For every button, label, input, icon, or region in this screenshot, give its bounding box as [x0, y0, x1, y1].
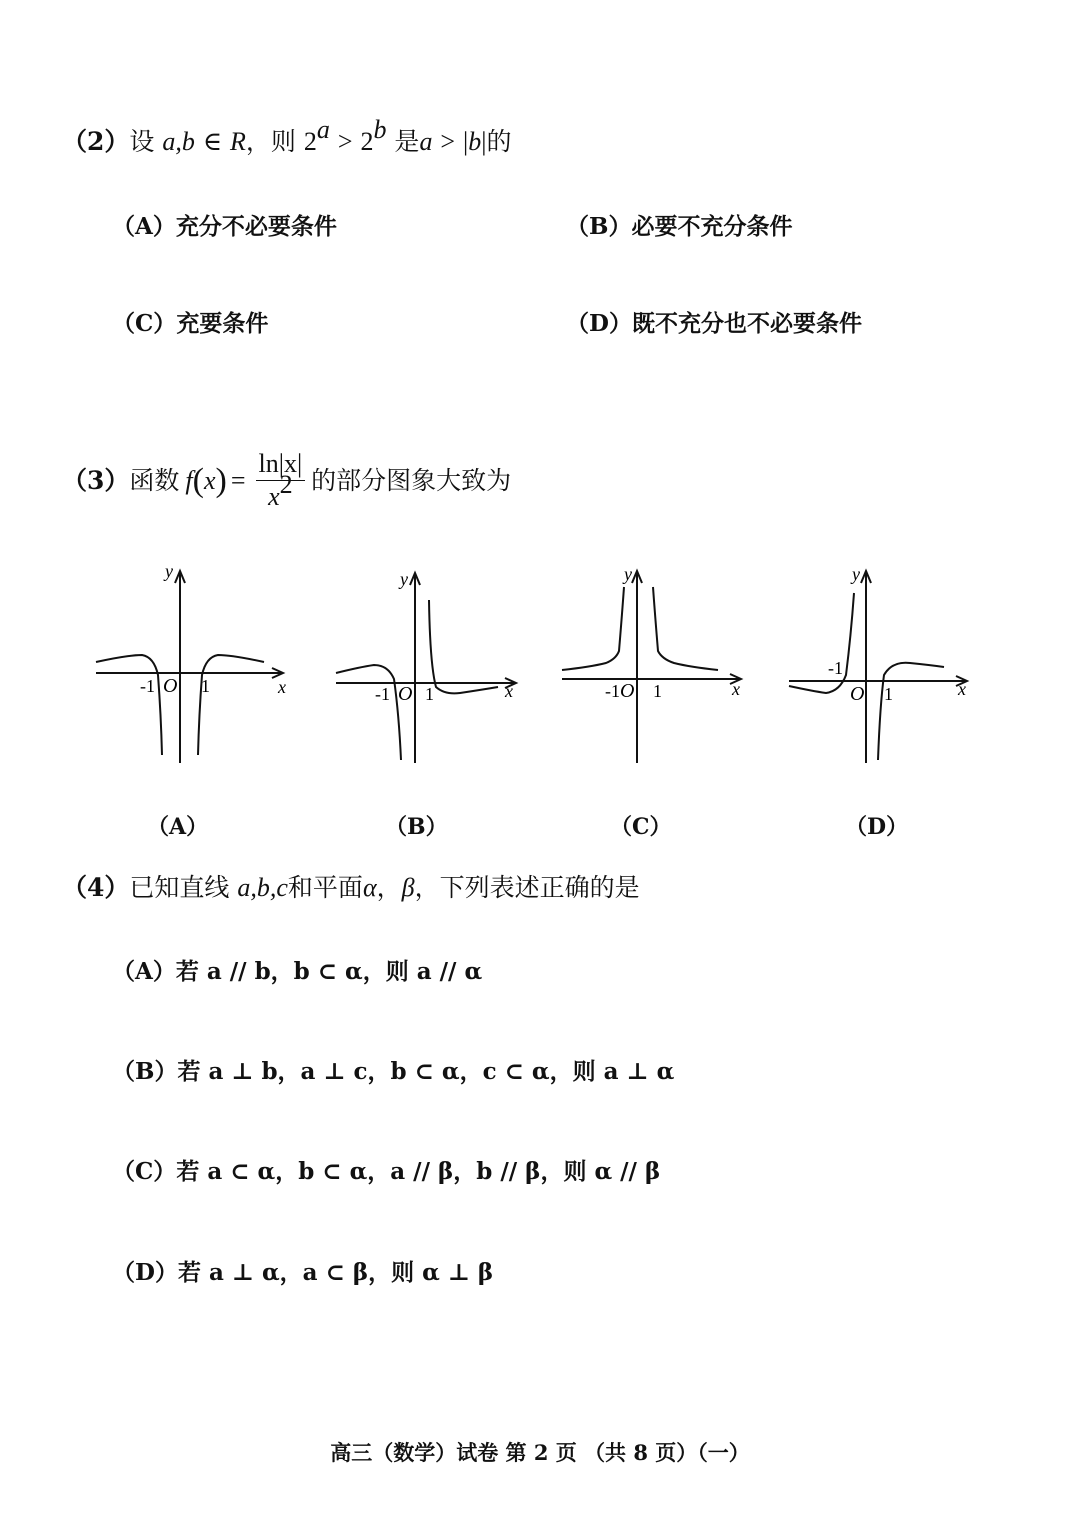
q2-option-c[interactable] [112, 307, 268, 341]
q3-fraction [256, 450, 306, 511]
graph-a-y-label: y [165, 561, 173, 581]
q4-option-d-label: （D） [112, 1259, 178, 1286]
q2-option-b-label: （B） [566, 213, 632, 240]
q2-is-text: 是 [394, 127, 420, 156]
q2-stem: （2）设 a,b ∈ R，则 2$^a$ > 2$^b$ 是a > |b|的 [62, 115, 512, 156]
q3-numerator: ln|x| [256, 450, 306, 481]
q4-option-a-label: （A） [112, 958, 176, 985]
q3-suffix: 的部分图象大致为 [311, 465, 512, 495]
q4-mid: 和平面 [287, 873, 363, 902]
graph-a-origin: O [163, 675, 178, 697]
q4-prefix: 已知直线 [129, 873, 230, 902]
q3-graphs [0, 555, 1080, 775]
graph-c-pos-tick: 1 [653, 681, 662, 701]
q2-exp-a: a [316, 115, 330, 144]
graph-c-caption: （C） [610, 814, 672, 840]
q4-option-d-text: 若 a ⊥ α，a ⊂ β，则 α ⊥ β [177, 1259, 494, 1286]
q3-number: （3） [62, 465, 130, 495]
q2-option-a-label: （A） [112, 213, 176, 240]
q2-gt-2: > [440, 127, 456, 156]
q3-prefix: 函数 [129, 465, 180, 495]
q2-vars: a,b [162, 127, 195, 156]
q2-option-a-text: 充分不必要条件 [175, 213, 337, 240]
q4-sep: ， [376, 873, 402, 902]
graph-c-origin: O [620, 680, 635, 702]
q3-func: f [185, 465, 193, 495]
q4-option-b-label: （B） [112, 1058, 178, 1085]
q4-option-c-text: 若 a ⊂ α，b ⊂ α，a // β，b // β，则 α // β [176, 1158, 661, 1185]
q2-option-d-label: （D） [566, 310, 632, 337]
graph-d-caption: （D） [845, 814, 909, 840]
graph-d-neg-tick: -1 [828, 658, 843, 678]
q4-option-a-text: 若 a // b，b ⊂ α，则 a // α [175, 958, 483, 985]
graph-b-origin: O [398, 683, 413, 705]
graph-b-pos-tick: 1 [425, 684, 434, 704]
q4-option-b[interactable] [112, 1055, 674, 1089]
graph-a-x-label: x [278, 677, 286, 697]
q4-lines: a,b,c [237, 873, 288, 902]
graph-c-curve-left [562, 587, 624, 670]
q3-arg: x [203, 465, 216, 495]
graph-c-neg-tick: -1 [605, 681, 620, 701]
q2-option-d-text: 既不充分也不必要条件 [631, 310, 862, 337]
q4-option-c[interactable] [112, 1155, 660, 1189]
q3-denominator-base: x [268, 482, 280, 511]
q3-stem: （3） 函数 f ( x ) = $\frac{\ln|x|}{x^2}$ 的部分图象大致为 [62, 449, 512, 511]
q3-denominator-exp: 2 [279, 470, 293, 499]
graph-d-origin: O [850, 683, 865, 705]
graph-d-y-label: y [852, 564, 860, 584]
graph-b-x-label: x [505, 681, 513, 701]
page-footer: 高三（数学）试卷 第 2 页 （共 8 页）（一） [330, 1440, 750, 1465]
q2-gt: > [337, 127, 353, 156]
graph-d-x-label: x [958, 679, 966, 699]
q4-option-b-text: 若 a ⊥ b，a ⊥ c，b ⊂ α，c ⊂ α，则 a ⊥ α [177, 1058, 675, 1085]
q2-option-d[interactable] [566, 307, 862, 341]
q2-base-b: 2 [360, 127, 374, 156]
graph-b-neg-tick: -1 [375, 684, 390, 704]
graph-a[interactable] [96, 571, 283, 763]
q2-base-a: 2 [303, 127, 317, 156]
q2-option-c-label: （C） [112, 310, 177, 337]
graph-a-curve-right [198, 655, 264, 755]
graph-a-pos-tick: 1 [201, 676, 210, 696]
graph-d-pos-tick: 1 [884, 684, 893, 704]
q2-prefix: 设 [129, 127, 155, 156]
graph-c-y-label: y [624, 564, 632, 584]
graph-b-y-label: y [400, 569, 408, 589]
q2-mid: ，则 [245, 127, 296, 156]
q2-option-b[interactable] [566, 210, 792, 244]
q4-stem [62, 870, 640, 906]
graph-b-curve-left [336, 665, 401, 760]
graph-b-caption: （B） [385, 814, 448, 840]
q2-option-a[interactable] [112, 210, 337, 244]
q2-exp-b: b [373, 115, 387, 144]
q4-number: （4） [62, 873, 130, 902]
graph-d-curve-right [878, 663, 944, 760]
q4-option-c-label: （C） [112, 1158, 177, 1185]
q2-cond-var: a [419, 127, 433, 156]
graph-c-curve-right [653, 587, 718, 670]
q4-suffix: ，下列表述正确的是 [414, 873, 640, 902]
graph-a-caption: （A） [147, 814, 209, 840]
q2-set: R [230, 127, 246, 156]
graph-b-curve-right [429, 600, 498, 693]
graph-c[interactable] [562, 571, 741, 763]
graph-a-neg-tick: -1 [140, 676, 155, 696]
q4-plane1: α [362, 873, 377, 902]
q2-number: （2） [62, 127, 130, 156]
q2-in-sym: ∈ [202, 127, 223, 156]
graph-b[interactable] [336, 573, 516, 763]
graph-a-curve-left [96, 655, 162, 755]
q4-option-d[interactable] [112, 1256, 493, 1290]
q4-option-a[interactable] [112, 955, 482, 989]
q2-option-c-text: 充要条件 [176, 310, 269, 337]
q4-plane2: β [401, 873, 415, 902]
q2-suffix: 的 [486, 127, 512, 156]
graph-c-x-label: x [732, 679, 740, 699]
q2-abs-var: b [468, 127, 482, 156]
graph-d-curve-left [789, 593, 854, 693]
q3-eq: = [230, 465, 246, 495]
graph-d[interactable] [789, 571, 967, 763]
q2-option-b-text: 必要不充分条件 [631, 213, 793, 240]
